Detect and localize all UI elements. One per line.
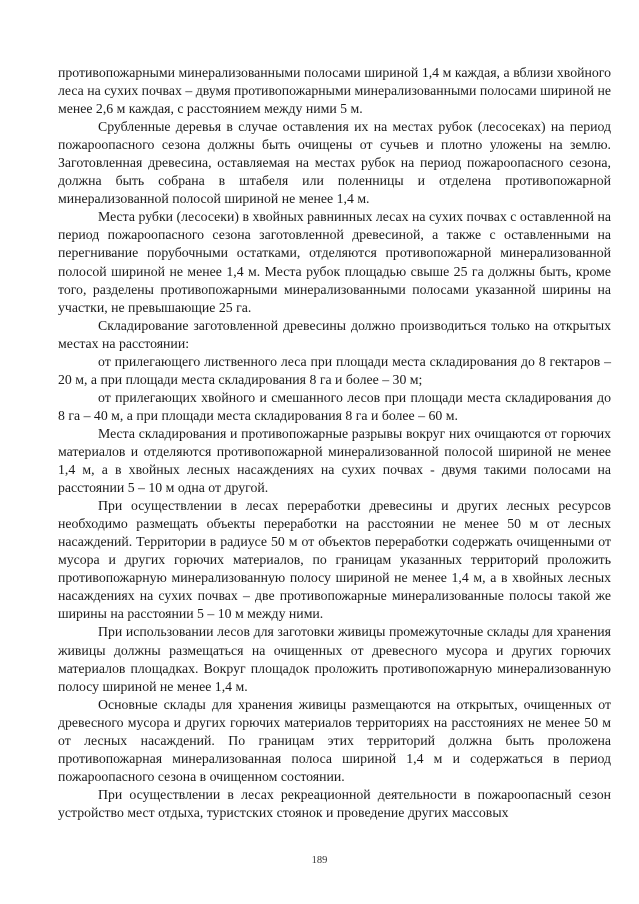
paragraph-6: При осуществлении в лесах переработки древесины и других лесных ресурсов необходимо размещать объекты переработки на расстоянии не менее 50 м от лесных насаждений. Территории в радиусе 50 м от объектов переработки содержать очищенными от мусора и других горючих материалов, по границам указанных территорий проложить противопожарную минерализованную полосу шириной не менее 1,4 м, а в хвойных лесных насаждениях на сухих почвах – две противопожарные минерализованные полосы такой же ширины на расстоянии 5 – 10 м между ними. [58,498,611,622]
paragraph-5: Места складирования и противопожарные разрывы вокруг них очищаются от горючих материалов и отделяются противопожарной минерализованной полосой шириной не менее 1,4 м, а в хвойных лесных насаждениях на сухих почвах - двумя такими полосами на расстоянии 5 – 10 м одна от другой. [58,425,611,496]
document-page [58,64,611,822]
paragraph-1: противопожарными минерализованными полосами шириной 1,4 м каждая, а вблизи хвойного леса на сухих почвах – двумя противопожарными минерализованными полосами шириной не менее 2,6 м каждая, с расстоянием между ними 5 м. [58,65,611,117]
paragraph-2: Срубленные деревья в случае оставления их на местах рубок (лесосеках) на период пожароопасного сезона должны быть очищены от сучьев и плотно уложены на землю. Заготовленная древесина, оставляемая на местах рубок на период пожароопасного сезона, должна быть собрана в штабеля или поленницы и отделена противопожарной минерализованной полосой шириной не менее 1,4 м. [58,119,611,207]
paragraph-4: Складирование заготовленной древесины должно производиться только на открытых местах на расстоянии: [58,317,611,351]
page-number: 189 [311,855,328,866]
paragraph-8: Основные склады для хранения живицы размещаются на открытых, очищенных от древесного мусора и других горючих материалов территориях на расстояниях не менее 50 м от лесных насаждений. По границам этих территорий должна быть проложена противопожарная минерализованная полоса шириной 1,4 м и содержаться в период пожароопасного сезона в очищенном состоянии. [58,696,611,784]
list-item-coniferous: от прилегающих хвойного и смешанного лесов при площади места складирования до 8 га – 40 м, а при площади места складирования 8 га и более – 60 м. [58,389,611,423]
paragraph-9: При осуществлении в лесах рекреационной деятельности в пожароопасный сезон устройство мест отдыха, туристских стоянок и проведение других массовых [58,786,611,820]
list-item-deciduous: от прилегающего лиственного леса при площади места складирования до 8 гектаров – 20 м, а при площади места складирования 8 га и более – 30 м; [58,353,611,387]
paragraph-7: При использовании лесов для заготовки живицы промежуточные склады для хранения живицы должны размещаться на очищенных от древесного мусора и других горючих материалов площадках. Вокруг площадок проложить противопожарную минерализованную полосу шириной не менее 1,4 м. [58,624,611,694]
paragraph-3: Места рубки (лесосеки) в хвойных равнинных лесах на сухих почвах с оставленной на период пожароопасного сезона заготовленной древесиной, а также с оставленными на перегнивание порубочными остатками, отделяются противопожарной минерализованной полосой шириной не менее 1,4 м. Места рубок площадью свыше 25 га должны быть, кроме того, разделены противопожарными минерализованными полосами указанной ширины на участки, не превышающие 25 га. [58,209,611,315]
